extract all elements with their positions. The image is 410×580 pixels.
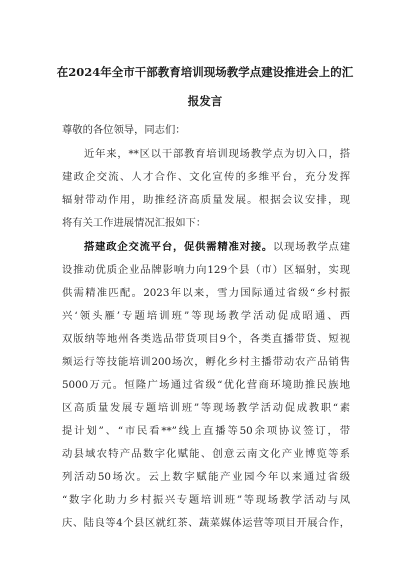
salutation: 尊敬的各位领导，同志们：	[62, 124, 186, 136]
section1-line-5: 双版纳等地州各类选品带货项目9个，各类直播带货、短视	[62, 333, 350, 345]
intro-line-2: 建政企交流、人才合作、文化宣传的多维平台，充分发挥	[62, 171, 350, 183]
section1-line-12: “数字化助力乡村振兴专题培训班”等现场教学活动与凤	[62, 494, 350, 506]
section1-line-13: 庆、陆良等4个县区就红茶、蔬菜媒体运营等项目开展合作，	[62, 517, 350, 529]
section1-line-9: 提计划”、“市民看**”线上直播等50余项协议签订，带	[62, 425, 350, 437]
section1-line-8: 区高质量发展专题培训班”等现场教学活动促成教职“素	[62, 402, 350, 414]
section1-heading: 搭建政企交流平台，促供需精准对接。	[84, 241, 273, 253]
document-title-line-2: 报发言	[187, 94, 223, 108]
section1-line-7: 5000万元。恒隆广场通过省级“优化营商环境助推民族地	[62, 379, 350, 391]
intro-line-3: 辐射带动作用，助推经济高质量发展。根据会议安排，现	[62, 194, 350, 206]
section1-first-line-rest: 以现场教学点建	[273, 241, 351, 253]
section1-line-11: 列活动50场次。云上数字赋能产业园今年以来通过省级	[62, 471, 350, 483]
intro-line-1: 近年来，**区以干部教育培训现场教学点为切入口，搭	[84, 148, 350, 160]
section1-line-10: 动县域农特产品数字化赋能、创意云南文化产业博览等系	[62, 448, 350, 460]
section1-line-6: 频运行等技能培训200场次，孵化乡村主播带动农产品销售	[62, 356, 350, 368]
section1-line-2: 设推动优质企业品牌影响力向129个县（市）区辐射，实现	[62, 264, 350, 276]
intro-line-4: 将有关工作进展情况汇报如下：	[62, 217, 207, 229]
section1-line-4: 兴‘领头雁’专题培训班”等现场教学活动促成昭通、西	[62, 310, 350, 322]
document-title-line-1: 在2024年全市干部教育培训现场教学点建设推进会上的汇	[56, 65, 354, 79]
section1-first-line	[84, 241, 350, 254]
section1-line-3: 供需精准匹配。2023年以来，雪力国际通过省级“乡村振	[62, 287, 350, 299]
